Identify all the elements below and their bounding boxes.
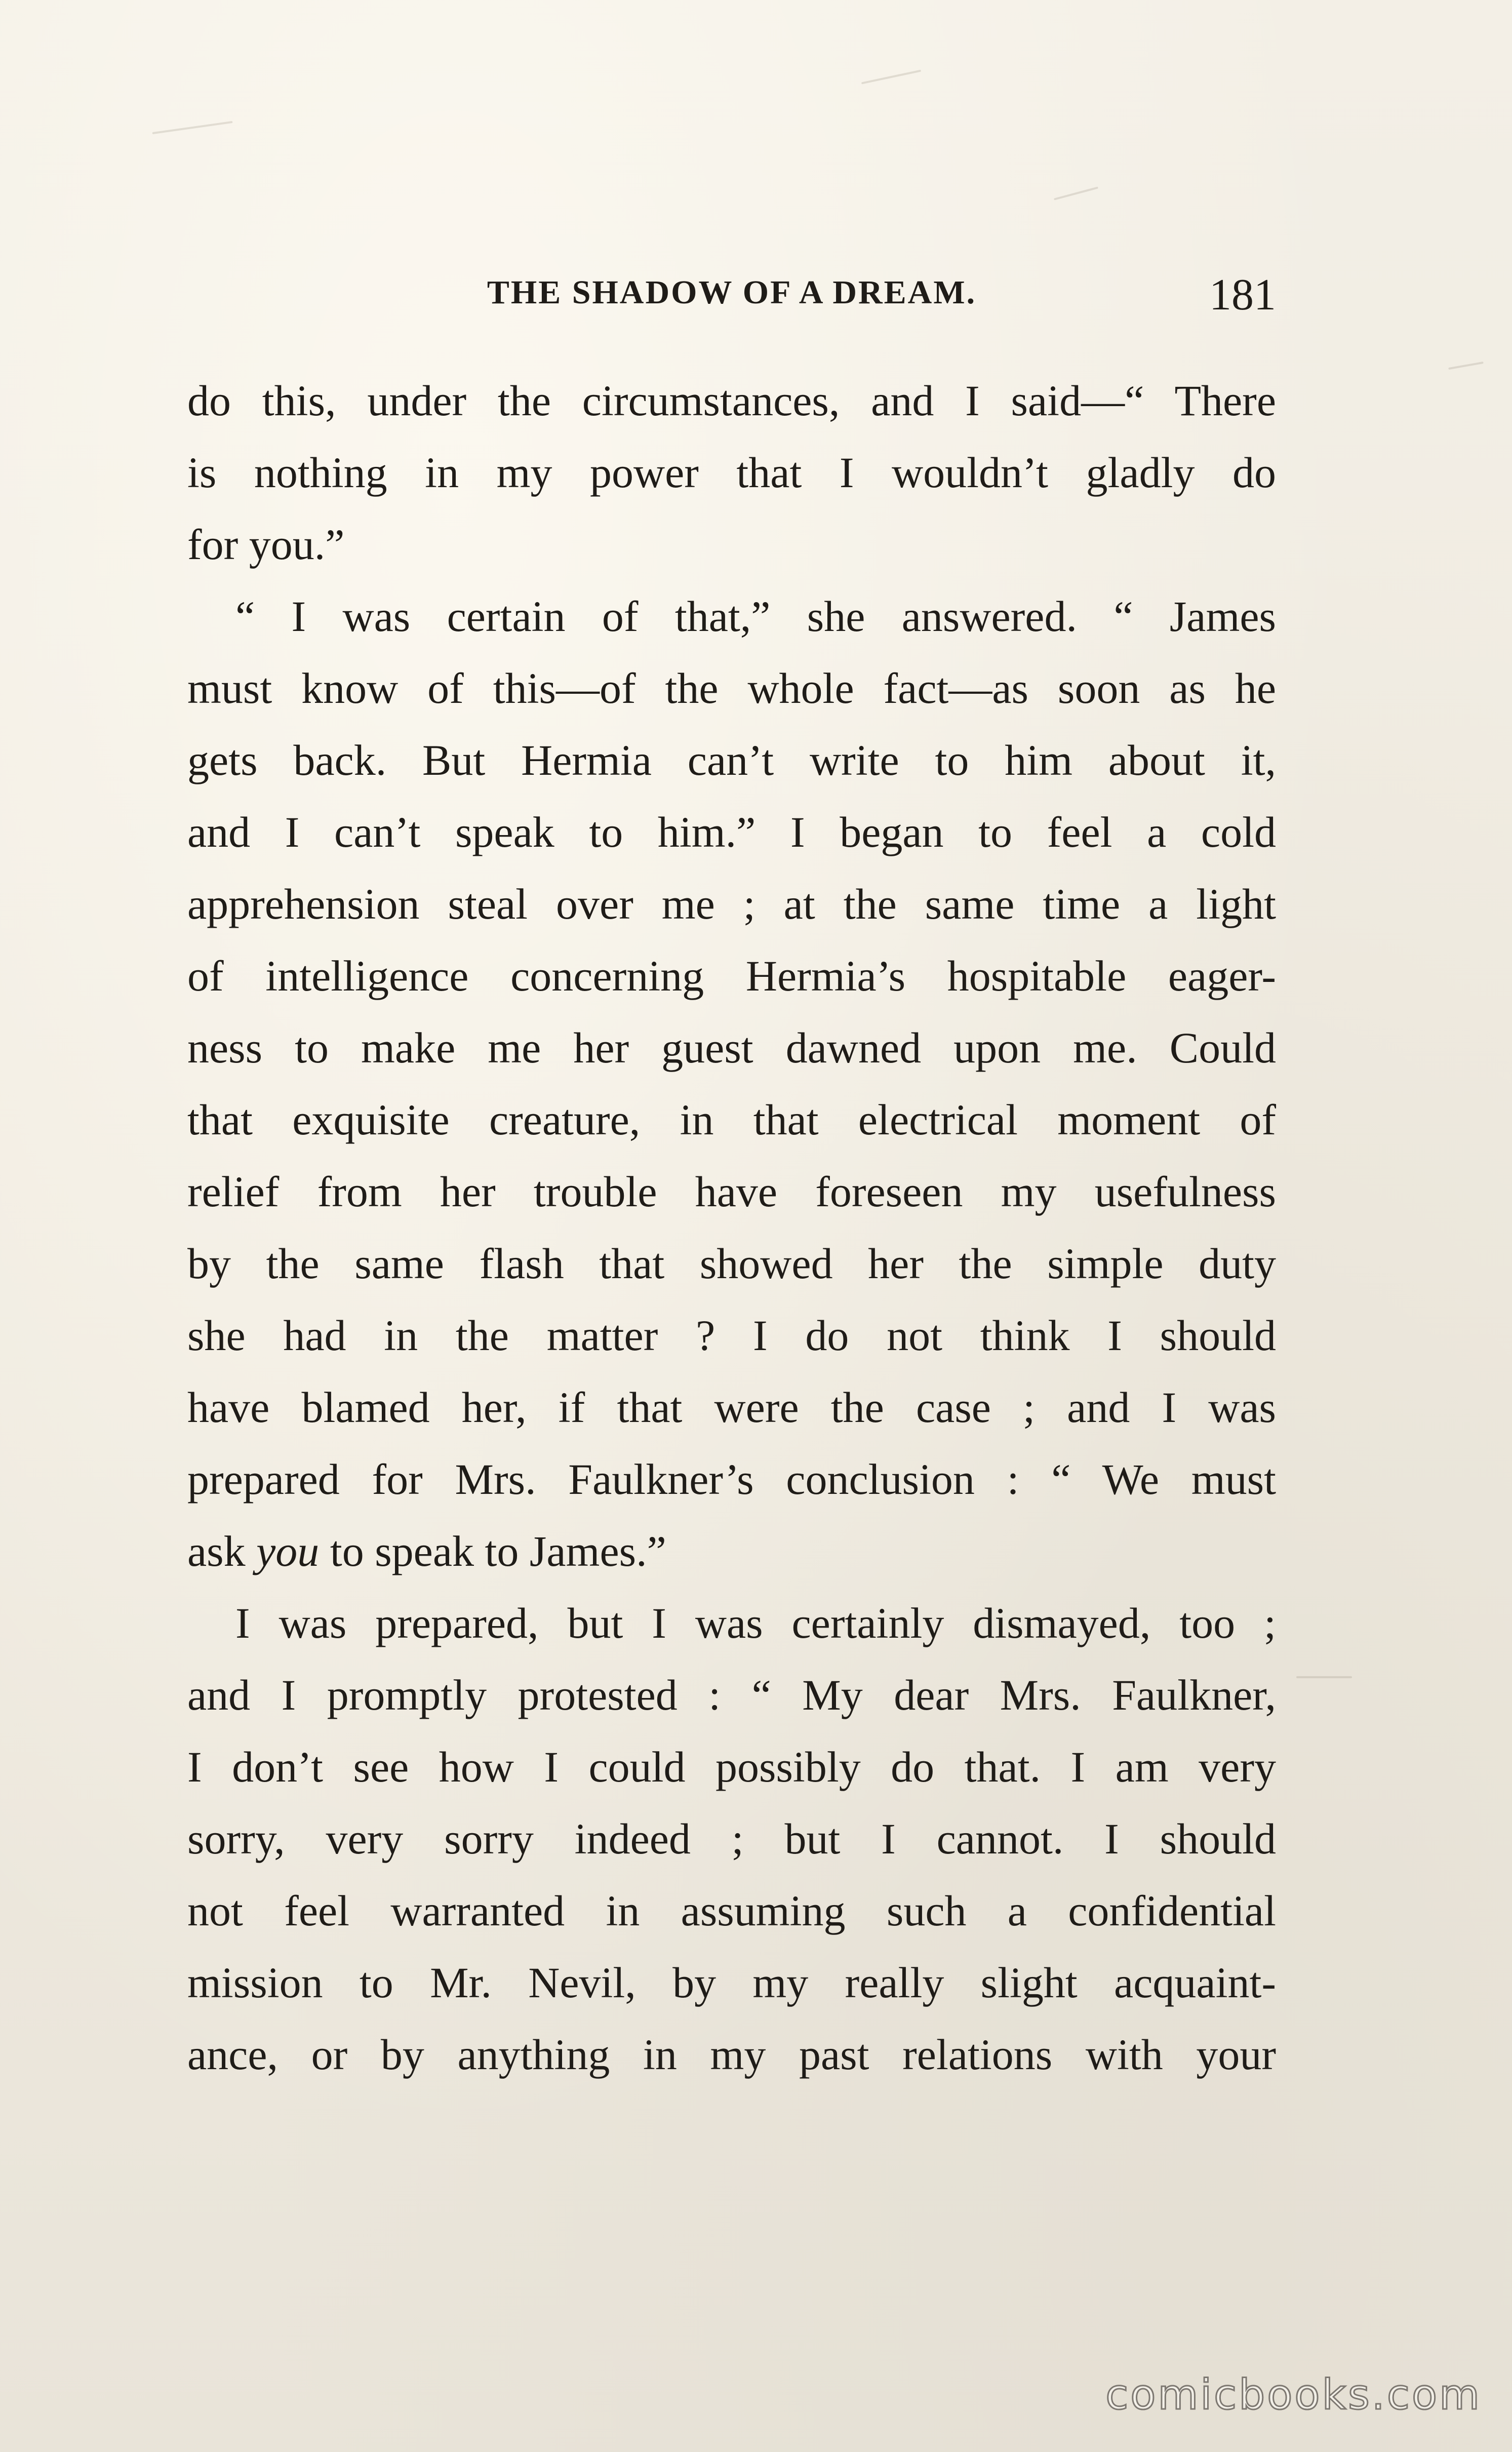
paper-scuff (1054, 186, 1098, 200)
text-line: and I can’t speak to him.” I began to feel a cold (187, 808, 1276, 856)
text-line: is nothing in my power that I wouldn’t gladly do (187, 448, 1276, 497)
text-fragment: ask (187, 1527, 246, 1575)
text-line: do this, under the circumstances, and I said—“ There (187, 376, 1276, 425)
text-line: not feel warranted in assuming such a confidential (187, 1886, 1276, 1935)
text-line: have blamed her, if that were the case ; and I was (187, 1383, 1276, 1432)
text-line: relief from her trouble have foreseen my usefulness (187, 1167, 1276, 1216)
text-line: ance, or by anything in my past relations with your (187, 2030, 1276, 2079)
paper-scuff (1448, 362, 1484, 370)
text-line: she had in the matter ? I do not think I should (187, 1311, 1276, 1360)
text-line: I was prepared, but I was certainly dismayed, too ; (235, 1599, 1276, 1647)
text-line: of intelligence concerning Hermia’s hospitable eager- (187, 952, 1276, 1000)
text-line: for you.” (187, 520, 345, 569)
text-line: prepared for Mrs. Faulkner’s conclusion : “ We must (187, 1455, 1276, 1504)
text-line: and I promptly protested : “ My dear Mrs. Faulkner, (187, 1671, 1276, 1719)
text-line: I don’t see how I could possibly do that. I am very (187, 1743, 1276, 1791)
text-line: sorry, very sorry indeed ; but I cannot. I should (187, 1814, 1276, 1863)
page-number: 181 (1209, 270, 1276, 320)
text-line: that exquisite creature, in that electrical moment of (187, 1095, 1276, 1144)
running-head (187, 270, 1276, 329)
text-line: “ I was certain of that,” she answered. “ James (235, 592, 1276, 641)
text-line: gets back. But Hermia can’t write to him about it, (187, 736, 1276, 784)
watermark: comicbooks.com (1105, 2371, 1482, 2419)
paper-scuff (861, 70, 921, 85)
text-line: apprehension steal over me ; at the same time a light (187, 880, 1276, 928)
text-line: mission to Mr. Nevil, by my really slight acquaint- (187, 1958, 1276, 2007)
running-title: THE SHADOW OF A DREAM. (487, 274, 977, 311)
paper-scuff (1296, 1676, 1352, 1678)
paper-scuff (152, 121, 233, 134)
text-line: must know of this—of the whole fact—as soon as he (187, 664, 1276, 713)
text-line: by the same flash that showed her the simple duty (187, 1239, 1276, 1288)
body-text (187, 365, 1276, 2090)
text-line: ness to make me her guest dawned upon me. Could (187, 1023, 1276, 1072)
italic-word: you (256, 1527, 320, 1575)
text-line (187, 1515, 1276, 1587)
text-fragment: to speak to James.” (330, 1527, 666, 1575)
